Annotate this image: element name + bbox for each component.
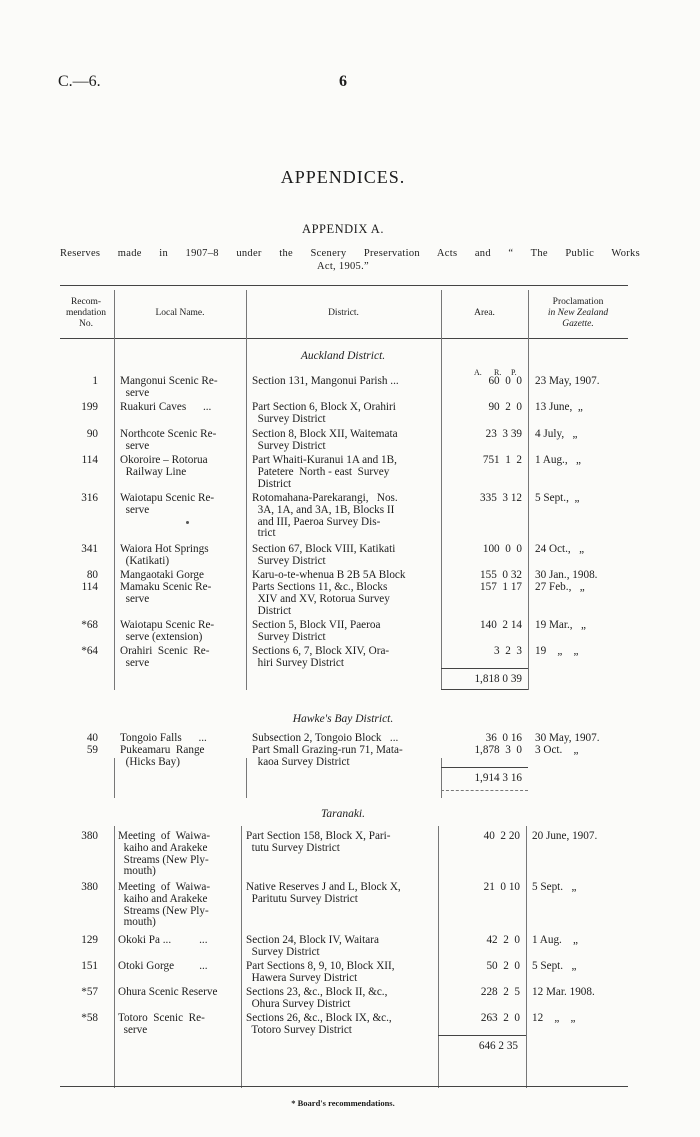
table-caption-line1: Reserves made in 1907–8 under the Scenery Preservation Acts and “ The Public Works	[60, 248, 640, 259]
header-district: District.	[328, 308, 359, 318]
section-total-auckland: 1,818 0 39	[474, 673, 522, 685]
subtotal-rule	[441, 790, 528, 791]
column-divider	[246, 758, 247, 798]
area-unit-perches: P.	[511, 368, 517, 377]
column-divider	[526, 826, 527, 1088]
subtotal-rule	[441, 767, 528, 768]
area-unit-acres: A.	[474, 368, 482, 377]
table-header-rule	[60, 338, 628, 339]
header-local-name: Local Name.	[155, 308, 205, 318]
section-heading-auckland: Auckland District.	[300, 350, 386, 362]
column-divider	[241, 826, 242, 1088]
appendix-label: APPENDIX A.	[302, 222, 384, 236]
header-area: Area.	[474, 308, 495, 318]
column-divider	[114, 758, 115, 798]
subtotal-rule	[441, 668, 528, 669]
column-divider	[114, 826, 115, 1088]
page-number: 6	[339, 73, 347, 90]
subtotal-rule	[438, 1035, 526, 1036]
footnote: * Board's recommendations.	[291, 1098, 395, 1108]
section-total-taranaki: 646 2 35	[478, 1040, 518, 1052]
subtotal-rule	[441, 689, 528, 690]
page-title: APPENDICES.	[280, 167, 406, 187]
table-bottom-rule	[60, 1086, 628, 1087]
section-heading-hawkes-bay: Hawke's Bay District.	[292, 713, 394, 725]
table-caption-line2: Act, 1905.”	[317, 261, 369, 272]
header-recommendation-no: Recom- mendation No.	[65, 297, 107, 329]
header-proclamation: Proclamation in New Zealand Gazette.	[547, 297, 609, 329]
section-heading-taranaki: Taranaki.	[321, 808, 365, 820]
section-total-hawkes-bay: 1,914 3 16	[474, 772, 522, 784]
document-reference: C.—6.	[58, 73, 101, 90]
table-top-rule	[60, 285, 628, 286]
area-unit-roods: R.	[494, 368, 502, 377]
ink-dot-mark	[186, 521, 189, 524]
